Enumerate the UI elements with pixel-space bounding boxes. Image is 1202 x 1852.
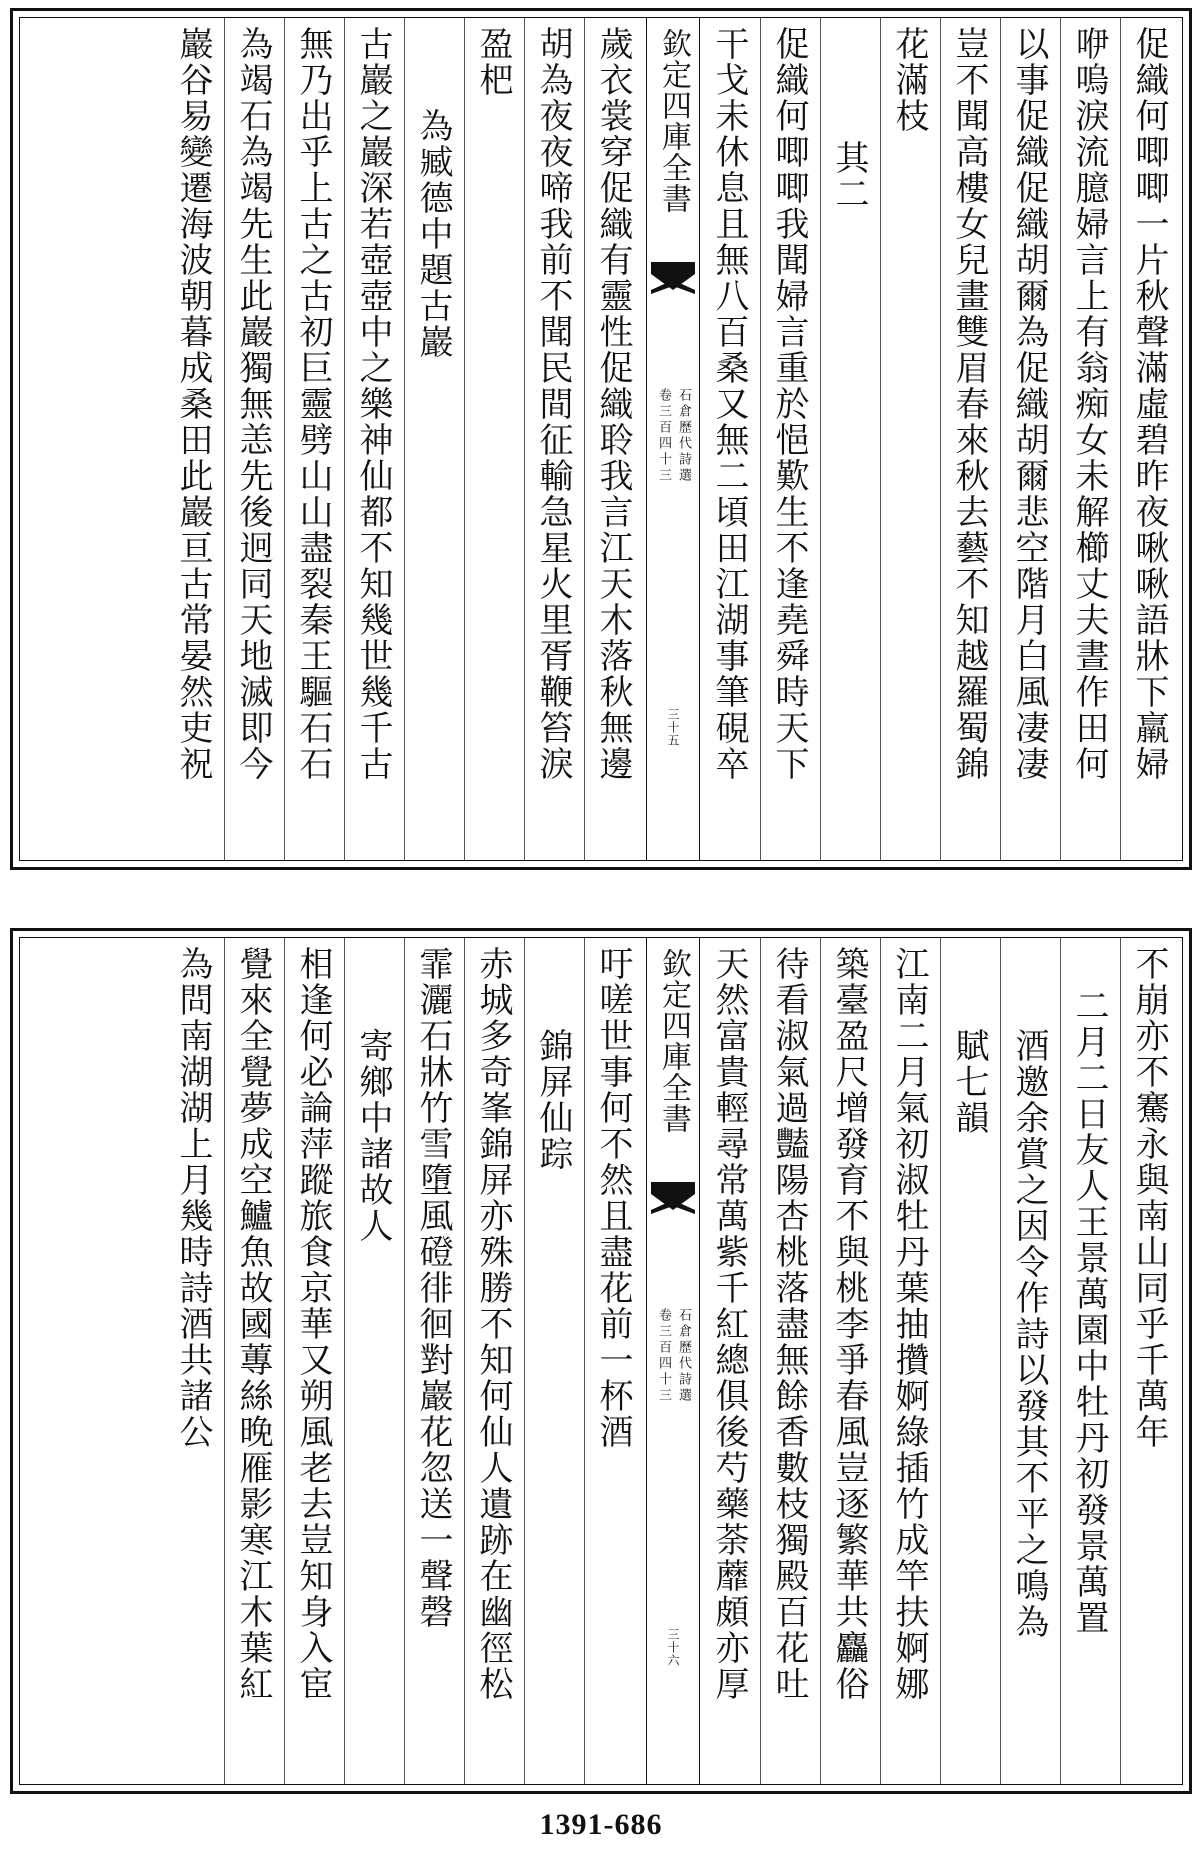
text-column: 古巖之巖深若壺壺中之樂神仙都不知幾世幾千古 bbox=[353, 26, 393, 782]
upper-page-inner-border bbox=[19, 17, 1183, 861]
poem-subtitle: 其二 bbox=[829, 140, 869, 212]
text-column: 巖谷易變遷海波朝暮成桑田此巖亘古常晏然吏祝 bbox=[173, 26, 213, 782]
collection-title: 欽定四庫全書 bbox=[656, 28, 691, 214]
column-rule bbox=[1120, 938, 1121, 1784]
column-rule bbox=[1060, 18, 1061, 860]
column-rule bbox=[224, 938, 225, 1784]
text-column: 促織何唧唧一片秋聲滿虛碧昨夜啾啾語牀下羸婦 bbox=[1129, 26, 1169, 782]
poem-title-continued: 賦七韻 bbox=[949, 1028, 989, 1136]
volume-number-small: 卷三百四十三 bbox=[656, 388, 671, 484]
text-column: 以事促織促織胡爾為促織胡爾悲空階月白風凄凄 bbox=[1009, 26, 1049, 782]
column-rule bbox=[464, 938, 465, 1784]
text-column: 待看淑氣過豔陽杏桃落盡無餘香數枝獨殿百花吐 bbox=[769, 946, 809, 1702]
leaf-number: 三十六 bbox=[666, 1628, 680, 1667]
text-column: 花滿枝 bbox=[889, 26, 929, 134]
column-rule bbox=[1000, 18, 1001, 860]
column-rule bbox=[880, 18, 881, 860]
text-column: 豈不聞高樓女兒畫雙眉春來秋去藝不知越羅蜀錦 bbox=[949, 26, 989, 782]
lower-page-frame bbox=[10, 928, 1192, 1794]
text-column: 築臺盈尺增發育不與桃李爭春風豈逐繁華共麤俗 bbox=[829, 946, 869, 1702]
text-column: 歲衣裳穿促織有靈性促織聆我言江天木落秋無邊 bbox=[593, 26, 633, 782]
text-column: 為竭石為竭先生此巖獨無恙先後迥同天地滅即今 bbox=[233, 26, 273, 782]
column-rule bbox=[820, 938, 821, 1784]
column-rule bbox=[1060, 938, 1061, 1784]
text-column: 覺來全覺夢成空鱸魚故國蓴絲晚雁影寒江木葉紅 bbox=[233, 946, 273, 1702]
column-rule bbox=[584, 938, 585, 1784]
text-column: 促織何唧唧我聞婦言重於悒歎生不逢堯舜時天下 bbox=[769, 26, 809, 782]
text-column: 干戈未休息且無八百桑又無二頃田江湖事筆硯卒 bbox=[709, 26, 749, 782]
column-rule bbox=[284, 18, 285, 860]
column-rule bbox=[940, 18, 941, 860]
column-rule bbox=[760, 18, 761, 860]
text-column: 咿嗚淚流臆婦言上有翁痴女未解櫛丈夫晝作田何 bbox=[1069, 26, 1109, 782]
center-fold-band bbox=[646, 938, 700, 1784]
column-rule bbox=[584, 18, 585, 860]
text-column: 胡為夜夜啼我前不聞民間征輸急星火里胥鞭笞淚 bbox=[533, 26, 573, 782]
column-rule bbox=[404, 938, 405, 1784]
column-rule bbox=[464, 18, 465, 860]
text-column: 吁嗟世事何不然且盡花前一杯酒 bbox=[593, 946, 633, 1450]
column-rule bbox=[404, 18, 405, 860]
column-rule bbox=[940, 938, 941, 1784]
text-column: 赤城多奇峯錦屏亦殊勝不知何仙人遺跡在幽徑松 bbox=[473, 946, 513, 1702]
text-column: 相逢何必論萍蹤旅食京華又朔風老去豈知身入宦 bbox=[293, 946, 333, 1702]
fish-tail-mark-icon bbox=[651, 1182, 695, 1226]
page-identifier: 1391-686 bbox=[539, 1808, 663, 1841]
text-column: 江南二月氣初淑牡丹葉抽攢婀綠插竹成竿扶婀娜 bbox=[889, 946, 929, 1702]
book-title-small: 石倉歷代詩選 bbox=[676, 388, 691, 484]
upper-page-frame bbox=[10, 8, 1192, 870]
text-column: 天然富貴輕尋常萬紫千紅總俱後芍藥荼蘼頗亦厚 bbox=[709, 946, 749, 1702]
fish-tail-mark-icon bbox=[651, 262, 695, 306]
column-rule bbox=[1000, 938, 1001, 1784]
collection-title: 欽定四庫全書 bbox=[656, 948, 691, 1134]
poem-title-continued: 酒邀余賞之因令作詩以發其不平之鳴為 bbox=[1009, 1028, 1049, 1640]
poem-title: 寄鄉中諸故人 bbox=[353, 1028, 393, 1244]
poem-title: 二月二日友人王景萬園中牡丹初發景萬置 bbox=[1069, 988, 1109, 1636]
text-column: 盈杷 bbox=[473, 26, 513, 98]
column-rule bbox=[344, 938, 345, 1784]
column-rule bbox=[820, 18, 821, 860]
book-title-small: 石倉歷代詩選 bbox=[676, 1308, 691, 1404]
column-rule bbox=[1120, 18, 1121, 860]
column-rule bbox=[224, 18, 225, 860]
volume-number-small: 卷三百四十三 bbox=[656, 1308, 671, 1404]
text-column: 不崩亦不騫永與南山同乎千萬年 bbox=[1129, 946, 1169, 1450]
column-rule bbox=[880, 938, 881, 1784]
text-column: 霏灑石牀竹雪墮風磴徘徊對巖花忽送一聲磬 bbox=[413, 946, 453, 1630]
column-rule bbox=[524, 938, 525, 1784]
column-rule bbox=[524, 18, 525, 860]
leaf-number: 三十五 bbox=[666, 708, 680, 747]
text-column: 為問南湖湖上月幾時詩酒共諸公 bbox=[173, 946, 213, 1450]
column-rule bbox=[344, 18, 345, 860]
lower-page-inner-border bbox=[19, 937, 1183, 1785]
poem-title: 為臧德中題古巖 bbox=[413, 108, 453, 360]
text-column: 無乃出乎上古之古初巨靈劈山山盡裂秦王驅石石 bbox=[293, 26, 333, 782]
poem-title: 錦屏仙踪 bbox=[533, 1028, 573, 1172]
center-fold-band bbox=[646, 18, 700, 860]
column-rule bbox=[284, 938, 285, 1784]
column-rule bbox=[760, 938, 761, 1784]
